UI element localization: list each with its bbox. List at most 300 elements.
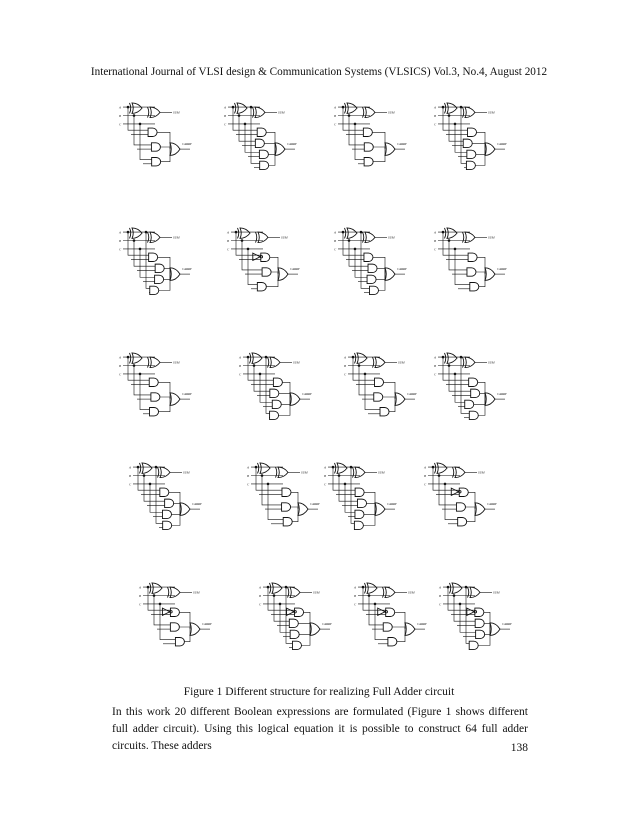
and-gate xyxy=(355,510,364,518)
and-gate xyxy=(476,630,485,638)
input-label: A xyxy=(247,465,249,470)
or-gate xyxy=(290,393,300,406)
input-label: C xyxy=(247,482,250,487)
full-adder-schematic xyxy=(353,583,428,646)
xor-gate-arc xyxy=(158,467,159,478)
sum-label: SUM xyxy=(193,590,200,595)
carry-label: CARRY xyxy=(202,621,212,626)
junction-dot xyxy=(374,603,377,606)
and-gate xyxy=(468,253,477,261)
input-label: A xyxy=(227,230,229,235)
wire xyxy=(392,627,405,629)
input-label: C xyxy=(224,122,227,127)
wire xyxy=(172,509,180,525)
full-adder-schematic xyxy=(118,353,193,416)
junction-dot xyxy=(348,239,351,242)
wire xyxy=(476,149,485,154)
or-gate xyxy=(170,393,180,406)
or-gate xyxy=(298,503,308,516)
input-label: A xyxy=(334,105,336,110)
junction-dot xyxy=(139,123,142,126)
full-adder-schematic xyxy=(238,353,313,420)
or-gate xyxy=(150,357,160,368)
wire xyxy=(279,393,290,399)
and-gate xyxy=(292,641,301,649)
junction-dot xyxy=(232,106,235,109)
or-gate xyxy=(485,268,495,281)
input-label: C xyxy=(434,247,437,252)
xor-gate-arc xyxy=(253,107,254,118)
and-gate xyxy=(262,268,271,276)
or-gate xyxy=(258,232,268,243)
and-gate xyxy=(282,503,291,511)
or-gate xyxy=(180,503,190,516)
or-gate xyxy=(465,107,475,118)
and-gate xyxy=(374,393,383,401)
or-gate xyxy=(447,228,457,239)
or-gate xyxy=(160,467,170,478)
wire xyxy=(301,629,310,645)
or-gate xyxy=(240,228,250,239)
wire xyxy=(465,507,475,509)
input-label: C xyxy=(424,482,427,487)
wire xyxy=(171,509,180,514)
input-label: A xyxy=(434,105,436,110)
junction-dot xyxy=(448,364,451,367)
wire xyxy=(174,503,180,509)
wire xyxy=(179,612,190,629)
wire xyxy=(281,399,290,404)
junction-dot xyxy=(344,483,347,486)
wire xyxy=(353,357,375,380)
junction-dot xyxy=(350,466,353,469)
and-gate xyxy=(162,510,171,518)
wire xyxy=(266,132,275,149)
carry-label: CARRY xyxy=(397,266,407,271)
sum-label: SUM xyxy=(173,360,180,365)
junction-dot xyxy=(250,106,253,109)
or-gate xyxy=(365,107,375,118)
junction-dot xyxy=(261,474,264,477)
or-gate xyxy=(142,463,152,474)
xor-gate-arc xyxy=(258,463,259,474)
or-gate xyxy=(278,467,288,478)
and-gate xyxy=(149,378,158,386)
and-gate xyxy=(355,488,364,496)
wire xyxy=(345,484,355,512)
and-gate xyxy=(364,143,373,151)
and-gate xyxy=(165,499,174,507)
wire xyxy=(479,274,485,287)
wire xyxy=(138,467,160,490)
carry-label: CARRY xyxy=(397,141,407,146)
input-label: A xyxy=(344,355,346,360)
and-gate xyxy=(163,521,172,529)
sum-label: SUM xyxy=(173,110,180,115)
and-gate xyxy=(273,378,282,386)
wire xyxy=(269,149,275,165)
input-label: B xyxy=(129,474,131,478)
input-label: C xyxy=(119,122,122,127)
input-label: B xyxy=(439,594,441,598)
junction-dot xyxy=(338,474,341,477)
wire xyxy=(159,274,170,290)
wire xyxy=(256,467,282,490)
junction-dot xyxy=(354,248,357,251)
and-gate xyxy=(151,393,160,401)
or-gate xyxy=(395,393,405,406)
wire xyxy=(449,366,471,392)
and-gate xyxy=(358,499,367,507)
junction-dot xyxy=(465,586,468,589)
circuit-diagrams xyxy=(112,84,532,676)
input-label: B xyxy=(434,364,436,368)
or-gate xyxy=(255,107,265,118)
and-gate xyxy=(270,389,279,397)
xor-gate-arc xyxy=(353,467,354,478)
junction-dot xyxy=(267,483,270,486)
wire xyxy=(169,492,180,509)
carry-label: CARRY xyxy=(302,391,312,396)
and-gate xyxy=(465,400,474,408)
or-gate xyxy=(252,353,262,364)
xor-gate-arc xyxy=(276,467,277,478)
and-gate xyxy=(259,150,268,158)
carry-label: CARRY xyxy=(407,391,417,396)
input-label: C xyxy=(259,602,262,607)
carry-label: CARRY xyxy=(182,141,192,146)
or-gate xyxy=(237,103,247,114)
input-label: A xyxy=(119,230,121,235)
and-gate xyxy=(155,264,164,272)
wire xyxy=(443,232,468,255)
wire xyxy=(264,143,275,149)
input-label: C xyxy=(334,247,337,252)
and-gate xyxy=(469,641,478,649)
xor-gate-arc xyxy=(168,587,169,598)
junction-dot xyxy=(442,356,445,359)
or-gate xyxy=(367,583,377,594)
and-gate xyxy=(160,488,169,496)
input-label: A xyxy=(139,585,141,590)
input-label: A xyxy=(129,465,131,470)
junction-dot xyxy=(438,474,441,477)
and-gate xyxy=(255,139,264,147)
xor-gate-arc xyxy=(435,463,436,474)
journal-header: International Journal of VLSI design & Communication Systems (VLSICS) Vol.3, No.4, August 2012 xyxy=(90,66,548,78)
sum-label: SUM xyxy=(488,235,495,240)
junction-dot xyxy=(127,356,130,359)
full-adder-schematic xyxy=(343,353,418,416)
wire xyxy=(254,366,270,392)
carry-label: CARRY xyxy=(497,266,507,271)
wire xyxy=(478,629,490,645)
or-gate xyxy=(405,623,415,636)
input-label: B xyxy=(344,364,346,368)
full-adder-schematic xyxy=(138,583,213,646)
and-gate xyxy=(471,389,480,397)
input-label: B xyxy=(247,474,249,478)
junction-dot xyxy=(447,586,450,589)
or-gate xyxy=(375,503,385,516)
carry-label: CARRY xyxy=(497,141,507,146)
and-gate xyxy=(150,286,159,294)
or-gate xyxy=(475,503,485,516)
xor-gate-arc xyxy=(355,353,356,364)
wire xyxy=(179,627,190,629)
xor-gate-arc xyxy=(335,463,336,474)
sum-label: SUM xyxy=(388,235,395,240)
sum-label: SUM xyxy=(388,110,395,115)
xor-gate-arc xyxy=(463,232,464,243)
junction-dot xyxy=(362,586,365,589)
junction-dot xyxy=(460,106,463,109)
and-gate xyxy=(354,521,363,529)
sum-label: SUM xyxy=(378,470,385,475)
full-adder-schematic xyxy=(433,353,508,420)
junction-dot xyxy=(454,248,457,251)
input-label: B xyxy=(227,239,229,243)
input-label: A xyxy=(324,465,326,470)
or-gate xyxy=(275,143,285,156)
or-gate xyxy=(385,587,395,598)
wire xyxy=(384,382,395,399)
or-gate xyxy=(365,232,375,243)
wire xyxy=(484,612,490,629)
xor-gate-arc xyxy=(373,357,374,368)
wire xyxy=(376,274,385,279)
junction-dot xyxy=(241,239,244,242)
junction-dot xyxy=(153,594,156,597)
and-gate xyxy=(368,264,377,272)
wire xyxy=(248,357,273,380)
and-gate xyxy=(469,378,478,386)
or-gate xyxy=(132,103,142,114)
input-label: C xyxy=(344,372,347,377)
and-gate xyxy=(290,630,299,638)
wire xyxy=(157,132,170,149)
input-label: A xyxy=(434,230,436,235)
and-gate xyxy=(155,275,164,283)
and-gate xyxy=(364,158,373,166)
input-label: C xyxy=(119,247,122,252)
wire xyxy=(128,232,149,255)
wire xyxy=(159,399,170,412)
xor-gate-arc xyxy=(453,467,454,478)
carry-label: CARRY xyxy=(497,391,507,396)
xor-gate-arc xyxy=(148,107,149,118)
junction-dot xyxy=(332,466,335,469)
sum-label: SUM xyxy=(493,590,500,595)
junction-dot xyxy=(448,239,451,242)
wire xyxy=(373,149,385,162)
wire xyxy=(271,272,278,274)
and-gate xyxy=(467,150,476,158)
wire xyxy=(378,274,385,290)
or-gate xyxy=(355,467,365,478)
or-gate xyxy=(447,353,457,364)
junction-dot xyxy=(247,248,250,251)
xor-gate-arc xyxy=(345,228,346,239)
xor-gate-arc xyxy=(365,583,366,594)
wire xyxy=(160,397,170,399)
wire xyxy=(373,257,385,274)
junction-dot xyxy=(259,373,262,376)
wire xyxy=(363,509,375,525)
wire xyxy=(304,612,310,629)
wire xyxy=(474,399,485,404)
full-adder-schematic xyxy=(118,103,193,166)
sum-label: SUM xyxy=(313,590,320,595)
wire xyxy=(472,143,485,149)
carry-label: CARRY xyxy=(417,621,427,626)
and-gate xyxy=(470,283,479,291)
input-label: C xyxy=(354,602,357,607)
input-label: C xyxy=(434,122,437,127)
xor-gate-arc xyxy=(148,357,149,368)
input-label: C xyxy=(119,372,122,377)
wire xyxy=(164,274,170,279)
wire xyxy=(377,268,385,274)
and-gate xyxy=(367,275,376,283)
full-adder-schematic xyxy=(226,228,301,291)
or-gate xyxy=(132,228,142,239)
input-label: B xyxy=(119,114,121,118)
wire xyxy=(268,587,295,610)
wire xyxy=(164,268,170,274)
input-label: C xyxy=(434,372,437,377)
xor-gate-arc xyxy=(130,353,131,364)
wire xyxy=(480,393,485,399)
wire xyxy=(367,503,375,509)
input-label: B xyxy=(434,114,436,118)
wire xyxy=(140,124,152,160)
junction-dot xyxy=(265,356,268,359)
or-gate xyxy=(447,103,457,114)
wire xyxy=(467,509,475,522)
or-gate xyxy=(290,587,300,598)
input-label: A xyxy=(334,230,336,235)
full-adder-schematic xyxy=(118,228,193,295)
wire xyxy=(383,397,395,399)
input-label: A xyxy=(119,355,121,360)
input-label: A xyxy=(119,105,121,110)
full-adder-schematic xyxy=(433,228,508,291)
or-gate xyxy=(132,353,142,364)
xor-gate-arc xyxy=(270,583,271,594)
xor-gate-arc xyxy=(235,103,236,114)
junction-dot xyxy=(368,594,371,597)
input-label: A xyxy=(434,355,436,360)
sum-label: SUM xyxy=(301,470,308,475)
full-adder-schematic xyxy=(333,228,408,295)
sum-label: SUM xyxy=(488,110,495,115)
wire xyxy=(443,357,469,380)
page-number: 138 xyxy=(510,742,528,754)
or-gate xyxy=(357,353,367,364)
junction-dot xyxy=(127,106,130,109)
junction-dot xyxy=(342,106,345,109)
input-label: A xyxy=(424,465,426,470)
junction-dot xyxy=(342,231,345,234)
wire xyxy=(184,629,190,642)
input-label: C xyxy=(334,122,337,127)
wire xyxy=(455,249,470,285)
xor-gate-arc xyxy=(268,357,269,368)
input-label: B xyxy=(354,594,356,598)
xor-gate-arc xyxy=(445,228,446,239)
wire xyxy=(239,116,255,142)
and-gate xyxy=(148,128,157,136)
carry-label: CARRY xyxy=(487,501,497,506)
wire xyxy=(484,623,490,629)
and-gate xyxy=(257,283,266,291)
or-gate xyxy=(465,357,475,368)
junction-dot xyxy=(459,603,462,606)
wire xyxy=(282,382,290,399)
junction-dot xyxy=(133,364,136,367)
junction-dot xyxy=(267,586,270,589)
input-label: B xyxy=(239,364,241,368)
junction-dot xyxy=(460,356,463,359)
and-gate xyxy=(369,286,378,294)
full-adder-schematic xyxy=(333,103,408,166)
carry-label: CARRY xyxy=(182,391,192,396)
xor-gate-arc xyxy=(383,587,384,598)
input-label: A xyxy=(224,105,226,110)
wire xyxy=(280,604,290,632)
wire xyxy=(268,484,283,520)
junction-dot xyxy=(145,231,148,234)
wire xyxy=(298,623,310,629)
input-label: B xyxy=(224,114,226,118)
input-label: C xyxy=(129,482,132,487)
input-label: C xyxy=(227,247,230,252)
and-gate xyxy=(283,518,292,526)
or-gate xyxy=(452,583,462,594)
input-label: B xyxy=(434,239,436,243)
or-gate xyxy=(347,103,357,114)
wire xyxy=(454,596,475,622)
and-gate xyxy=(149,253,158,261)
junction-dot xyxy=(159,603,162,606)
wire xyxy=(395,612,405,629)
and-gate xyxy=(150,408,159,416)
input-label: A xyxy=(259,585,261,590)
carry-label: CARRY xyxy=(322,621,332,626)
carry-label: CARRY xyxy=(182,266,192,271)
junction-dot xyxy=(253,364,256,367)
or-gate xyxy=(385,268,395,281)
wire xyxy=(468,492,475,509)
wire xyxy=(161,149,170,162)
xor-gate-arc xyxy=(463,357,464,368)
junction-dot xyxy=(279,603,282,606)
and-gate xyxy=(151,143,160,151)
and-gate xyxy=(383,623,392,631)
sum-label: SUM xyxy=(488,360,495,365)
input-label: C xyxy=(439,602,442,607)
sum-label: SUM xyxy=(478,470,485,475)
wire xyxy=(475,149,485,165)
or-gate xyxy=(337,463,347,474)
full-adder-schematic xyxy=(246,463,321,526)
wire xyxy=(299,629,310,634)
wire xyxy=(343,107,363,130)
body-paragraph: In this work 20 different Boolean expressions are formulated (Figure 1 shows different full adder circuit). Using this logical equation it is possible to construct 64 full adder circuits. These adders xyxy=(112,706,528,752)
and-gate xyxy=(467,268,476,276)
and-gate xyxy=(463,139,472,147)
